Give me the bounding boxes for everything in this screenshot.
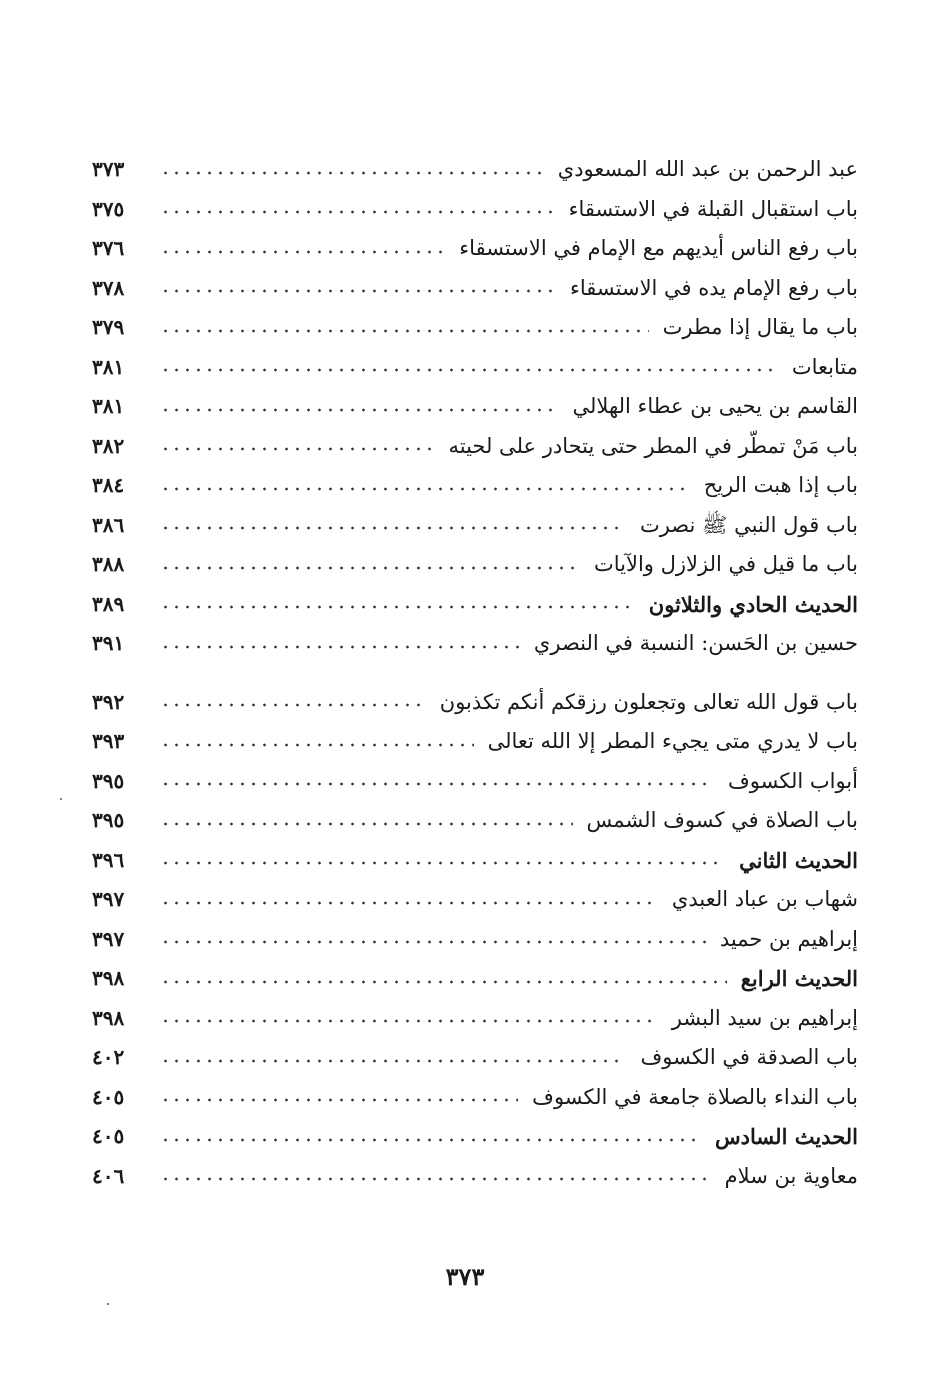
- dot-leader: [160, 861, 725, 865]
- entry-page-number: ٤٠٢: [92, 1045, 125, 1069]
- entry-title: باب رفع الناس أيديهم مع الإمام في الاستسقاء: [459, 236, 858, 260]
- dot-leader: [160, 1138, 701, 1142]
- dot-leader: [160, 822, 573, 826]
- toc-entry: [92, 683, 858, 723]
- entry-title: باب قول النبي ﷺ نصرت: [639, 512, 858, 537]
- dot-leader: [160, 487, 690, 491]
- entry-page-number: ٣٩٣: [92, 729, 125, 753]
- dot-leader: [160, 743, 474, 747]
- toc-entry: [92, 959, 858, 999]
- entry-title: إبراهيم بن سيد البشر: [671, 1005, 858, 1030]
- toc-entry: [92, 762, 858, 802]
- dot-leader: [160, 210, 555, 214]
- entry-page-number: ٣٧٥: [92, 196, 125, 221]
- entry-title: باب رفع الإمام يده في الاستسقاء: [570, 275, 858, 300]
- entry-title: باب لا يدري متى يجيء المطر إلا الله تعالى: [487, 729, 858, 753]
- dot-leader: [160, 250, 445, 254]
- entry-title: معاوية بن سلام: [724, 1163, 858, 1188]
- dot-leader: [160, 566, 580, 570]
- entry-page-number: ٣٩٥: [92, 808, 125, 832]
- entry-page-number: ٣٧٣: [92, 157, 125, 181]
- entry-page-number: ٣٨٩: [92, 591, 125, 616]
- toc-entry: [92, 190, 858, 230]
- dot-leader: [160, 368, 778, 372]
- entry-title: باب الصلاة في كسوف الشمس: [586, 808, 858, 832]
- toc-entry: [92, 999, 858, 1039]
- entry-title: إبراهيم بن حميد: [719, 926, 858, 951]
- dot-leader: [160, 289, 556, 293]
- entry-title: باب استقبال القبلة في الاستسقاء: [568, 196, 858, 221]
- toc-entry: [92, 150, 858, 190]
- entry-title: الحديث الحادي والثلاثون: [648, 591, 858, 617]
- dot-leader: [160, 645, 520, 649]
- entry-page-number: ٤٠٥: [92, 1084, 125, 1109]
- entry-title: باب ما قيل في الزلازل والآيات: [593, 552, 858, 576]
- entry-page-number: ٤٠٥: [92, 1124, 125, 1148]
- entry-title: الحديث السادس: [715, 1124, 858, 1149]
- toc-entry: [92, 1078, 858, 1118]
- toc-entry: [92, 585, 858, 625]
- toc-entry: [92, 920, 858, 960]
- entry-page-number: ٣٨٢: [92, 433, 125, 458]
- dot-leader: [160, 1059, 626, 1063]
- entry-title: باب مَنْ تمطّر في المطر حتى يتحادر على لحيته: [448, 433, 858, 458]
- entry-title: باب ما يقال إذا مطرت: [662, 315, 858, 339]
- entry-title: متابعات: [791, 354, 858, 379]
- entry-title: الحديث الثاني: [739, 847, 858, 873]
- entry-page-number: ٣٩٢: [92, 689, 125, 714]
- entry-page-number: ٣٩٨: [92, 966, 125, 990]
- dot-leader: [160, 1098, 518, 1102]
- scan-speck: [60, 798, 62, 800]
- entry-page-number: ٣٧٦: [92, 236, 125, 260]
- entry-title: باب الصدقة في الكسوف: [640, 1045, 858, 1069]
- dot-leader: [160, 940, 706, 944]
- entry-page-number: ٤٠٦: [92, 1163, 125, 1188]
- entry-title: حسين بن الحَسن: النسبة في النصري: [533, 631, 858, 655]
- dot-leader: [160, 171, 544, 175]
- entry-page-number: ٣٨٤: [92, 473, 125, 497]
- entry-title: باب قول الله تعالى وتجعلون رزقكم أنكم تكذبون: [439, 689, 858, 714]
- toc-entry: [92, 624, 858, 664]
- toc-entry: [92, 348, 858, 388]
- entry-page-number: ٣٩١: [92, 631, 125, 655]
- dot-leader: [160, 782, 714, 786]
- entry-title: أبواب الكسوف: [728, 768, 858, 793]
- entry-page-number: ٣٩٧: [92, 926, 125, 951]
- toc-entry: [92, 229, 858, 269]
- dot-leader: [160, 1177, 711, 1181]
- dot-leader: [160, 1019, 658, 1023]
- page-number: ٣٧٣: [445, 1262, 485, 1291]
- entry-page-number: ٣٧٨: [92, 275, 125, 300]
- dot-leader: [160, 605, 635, 609]
- entry-title: القاسم بن يحيى بن عطاء الهلالي: [572, 394, 858, 418]
- toc-entry: [92, 722, 858, 762]
- entry-page-number: ٣٩٥: [92, 768, 125, 793]
- entry-page-number: ٣٩٨: [92, 1005, 125, 1030]
- entry-title: الحديث الرابع: [740, 966, 858, 991]
- toc-entry: [92, 466, 858, 506]
- dot-leader: [160, 526, 626, 530]
- entry-page-number: ٣٩٧: [92, 887, 125, 911]
- entry-page-number: ٣٨١: [92, 354, 125, 379]
- dot-leader: [160, 980, 727, 984]
- entry-page-number: ٣٨٨: [92, 552, 125, 576]
- toc-entry: [92, 1038, 858, 1078]
- table-of-contents: [92, 150, 858, 1196]
- entry-page-number: ٣٧٩: [92, 315, 125, 339]
- entry-title: باب النداء بالصلاة جامعة في الكسوف: [532, 1084, 858, 1109]
- dot-leader: [160, 408, 559, 412]
- entry-title: عبد الرحمن بن عبد الله المسعودي: [557, 157, 858, 181]
- scan-speck: [107, 1303, 109, 1305]
- entry-page-number: ٣٨٦: [92, 512, 125, 537]
- entry-title: باب إذا هبت الريح: [703, 473, 858, 497]
- dot-leader: [160, 329, 649, 333]
- toc-entry: [92, 1117, 858, 1157]
- toc-entry: [92, 1157, 858, 1197]
- dot-leader: [160, 901, 658, 905]
- toc-entry: [92, 801, 858, 841]
- toc-entry: [92, 269, 858, 309]
- toc-entry: [92, 880, 858, 920]
- toc-entry: [92, 387, 858, 427]
- toc-entry: [92, 308, 858, 348]
- toc-entry: [92, 545, 858, 585]
- entry-page-number: ٣٨١: [92, 394, 125, 418]
- dot-leader: [160, 703, 426, 707]
- entry-title: شهاب بن عباد العبدي: [671, 887, 858, 911]
- entry-page-number: ٣٩٦: [92, 847, 125, 872]
- toc-entry: [92, 506, 858, 546]
- dot-leader: [160, 447, 435, 451]
- toc-entry: [92, 841, 858, 881]
- toc-entry: [92, 427, 858, 467]
